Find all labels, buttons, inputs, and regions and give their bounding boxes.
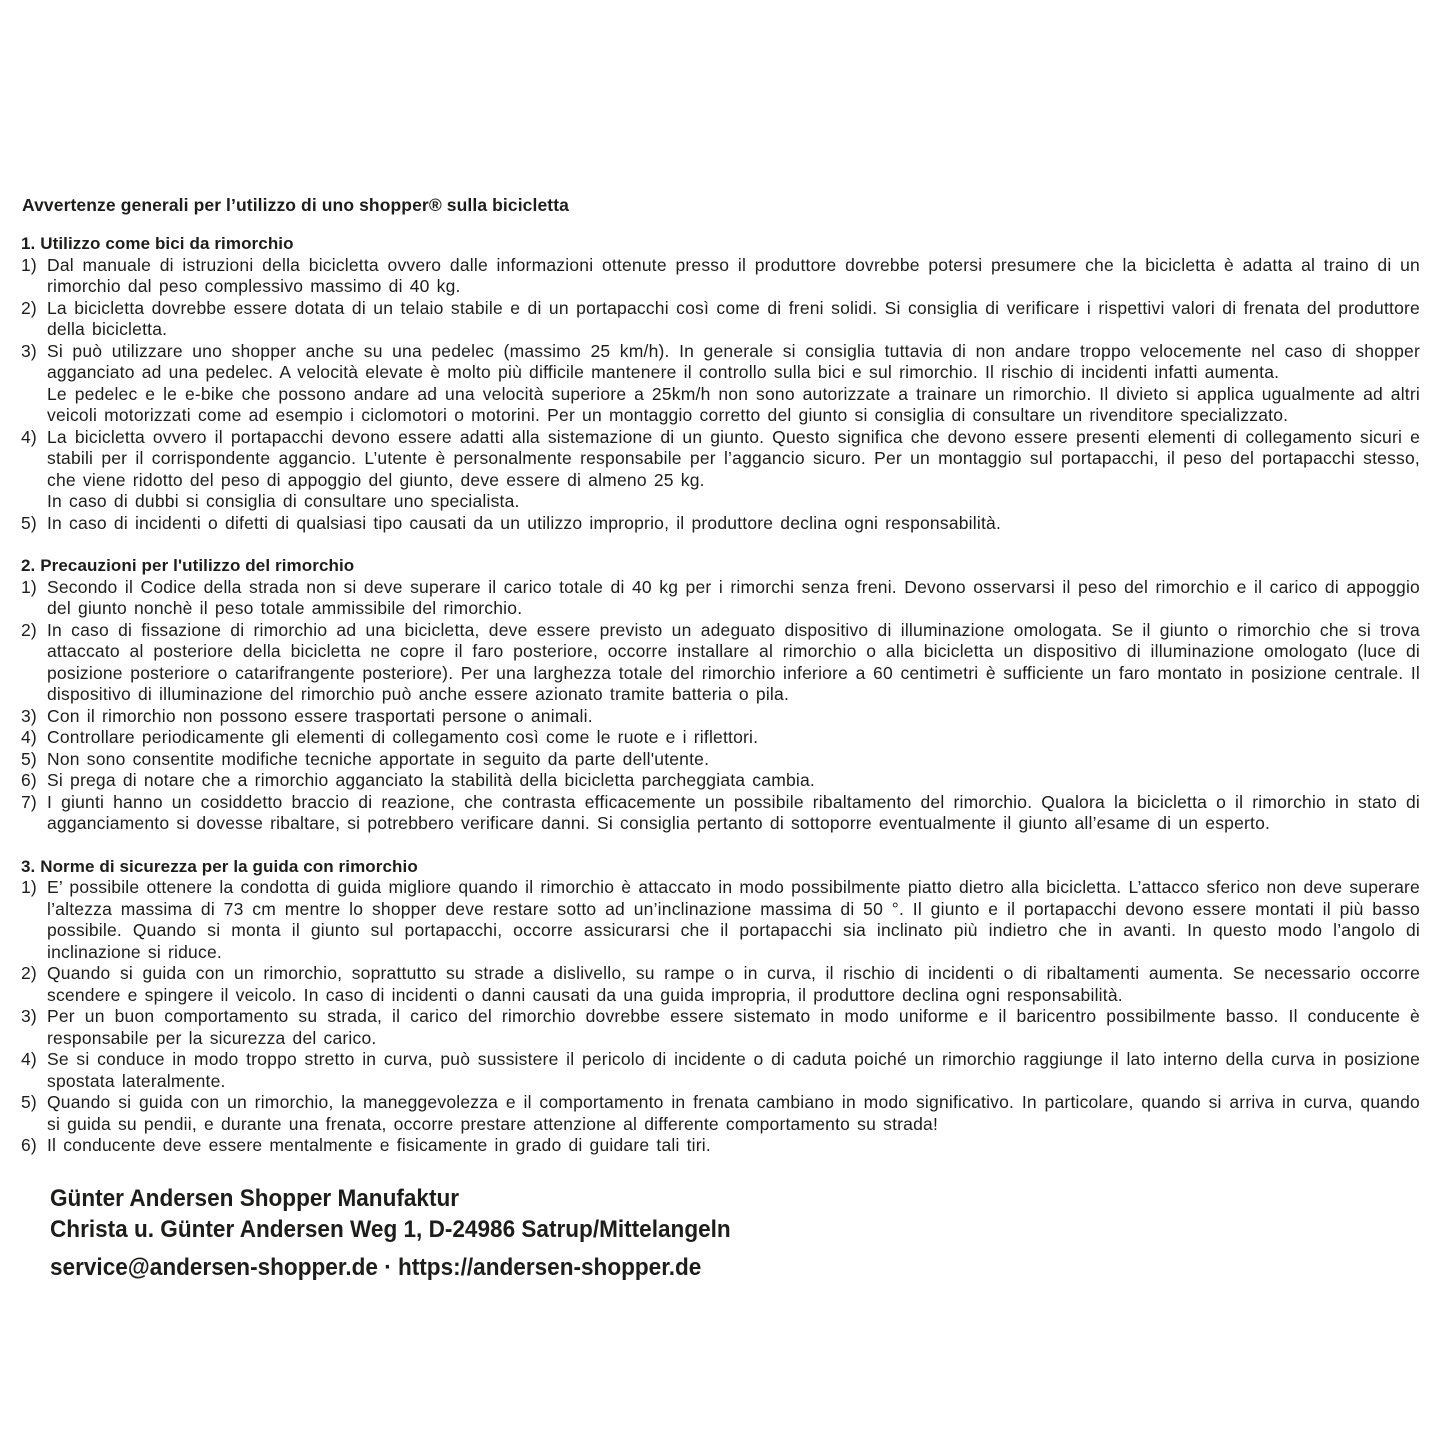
item-paragraph: I giunti hanno un cosiddetto braccio di reazione, che contrasta efficacemente un possibile ribaltamento del rimorchio. Qualora la bicicletta o il rimorchio in stato di agganciamento si dovesse ribaltare, si potrebbero verificare danni. Si consiglia pertanto di sottoporre eventualmente il giunto all’esame di un esperto. (47, 791, 1420, 833)
item-paragraph: In caso di dubbi si consiglia di consultare uno specialista. (47, 491, 520, 511)
footer-contact (50, 1252, 1420, 1283)
section-utilizzo (21, 233, 1420, 534)
list-item (21, 427, 1420, 513)
item-paragraph: Secondo il Codice della strada non si deve superare il carico totale di 40 kg per i rimorchi senza freni. Devono osservarsi il peso del rimorchio e il carico di appoggio del giunto nonchè il peso totale ammissibile del rimorchio. (47, 576, 1420, 618)
item-number: 6) (21, 1135, 37, 1155)
section-1-heading: 1. Utilizzo come bici da rimorchio (21, 234, 294, 253)
item-paragraph: Non sono consentite modifiche tecniche apportate in seguito da parte dell'utente. (47, 748, 710, 769)
item-number: 6) (21, 770, 37, 790)
item-paragraph: In caso di fissazione di rimorchio ad una bicicletta, deve essere previsto un adeguato dispositivo di illuminazione omologata. Se il giunto o rimorchio che si trova attaccato al posteriore della bicicletta ne copre il faro posteriore, occorre installare al rimorchio o alla bicicletta un dispositivo di illuminazione omologato (luce di posizione posteriore o catarifrangente posteriore). Per una larghezza totale del rimorchio inferiore a 60 centimetri è sufficiente un faro montato in posizione centrale. Il dispositivo di illuminazione del rimorchio può anche essere azionato tramite batteria o pila. (47, 619, 1420, 704)
item-paragraph: Dal manuale di istruzioni della bicicletta ovvero dalle informazioni ottenute presso il produttore dovrebbe potersi presumere che la bicicletta è adatta al traino di un rimorchio dal peso complessivo massimo di 40 kg. (47, 254, 1420, 296)
item-number: 2) (21, 963, 37, 983)
section-precauzioni (21, 555, 1420, 835)
item-paragraph: Per un buon comportamento su strada, il carico del rimorchio dovrebbe essere sistemato in modo uniforme e il baricentro possibilmente basso. Il conducente è responsabile per la sicurezza del carico. (47, 1006, 1420, 1048)
footer-address-text: Christa u. Günter Andersen Weg 1, D-24986 Satrup/Mittelangeln (50, 1215, 731, 1243)
item-paragraph: Con il rimorchio non possono essere trasportati persone o animali. (47, 705, 593, 726)
item-number: 3) (21, 705, 37, 726)
item-paragraph: Il conducente deve essere mentalmente e fisicamente in grado di guidare tali tiri. (47, 1135, 711, 1155)
item-number: 3) (21, 340, 37, 361)
item-paragraph: La bicicletta dovrebbe essere dotata di un telaio stabile e di un portapacchi così come di freni solidi. Si consiglia di verificare i rispettivi valori di frenata del produttore della bicicletta. (47, 297, 1420, 339)
list-item (21, 706, 1420, 728)
item-number: 4) (21, 426, 37, 447)
item-paragraph: La bicicletta ovvero il portapacchi devono essere adatti alla sistemazione di un giunto. Questo significa che devono essere presenti elementi di collegamento sicuri e stabili per il corrispondente aggancio. L’utente è personalmente responsabile per l’aggancio sicuro. Per un montaggio sul portapacchi, il peso del portapacchi stesso, che viene ridotto del peso di appoggio del giunto, deve essere di almeno 25 kg. (47, 426, 1420, 490)
item-number: 5) (21, 1092, 37, 1112)
item-paragraph: Se si conduce in modo troppo stretto in curva, può sussistere il pericolo di incidente o di caduta poiché un rimorchio raggiunge il lato interno della curva in posizione spostata lateralmente. (47, 1049, 1420, 1091)
item-number: 3) (21, 1006, 37, 1026)
section-norme-sicurezza (21, 856, 1420, 1157)
list-item (21, 877, 1420, 963)
item-number: 2) (21, 619, 37, 640)
item-paragraph: E’ possibile ottenere la condotta di guida migliore quando il rimorchio è attaccato in modo possibilmente piatto dietro alla bicicletta. L’attacco sferico non deve superare l’altezza massima di 73 cm mentre lo shopper deve restare sotto ad un’inclinazione massima di 50 °. Il giunto e il portapacchi devono essere montati il più basso possibile. Quando si monta il giunto sul portapacchi, occorre assicurarsi che il portapacchi sia inclinato più indietro che in avanti. In questo modo l’angolo di inclinazione si riduce. (47, 877, 1420, 962)
item-paragraph: In caso di incidenti o difetti di qualsiasi tipo causati da un utilizzo improprio, il produttore declina ogni responsabilità. (47, 512, 1002, 533)
list-item (21, 298, 1420, 341)
item-paragraph: Si prega di notare che a rimorchio agganciato la stabilità della bicicletta parcheggiata cambia. (47, 770, 815, 790)
list-item (21, 1006, 1420, 1049)
page-title: Avvertenze generali per l’utilizzo di uno shopper® sulla bicicletta (22, 195, 569, 215)
item-number: 4) (21, 1049, 37, 1069)
list-item (21, 577, 1420, 620)
section-2-heading: 2. Precauzioni per l'utilizzo del rimorchio (21, 556, 355, 575)
list-item (21, 770, 1420, 792)
item-number: 4) (21, 727, 37, 747)
list-item (21, 792, 1420, 835)
item-number: 1) (21, 576, 37, 597)
item-paragraph: Quando si guida con un rimorchio, la maneggevolezza e il comportamento in frenata cambiano in modo significativo. In particolare, quando si arriva in curva, quando si guida su pendii, e durante una frenata, occorre prestare attenzione al differente comportamento su strada! (47, 1092, 1420, 1134)
footer (21, 1183, 1420, 1283)
item-paragraph: Controllare periodicamente gli elementi di collegamento così come le ruote e i riflettori. (47, 727, 759, 747)
list-item (21, 749, 1420, 771)
list-item (21, 1092, 1420, 1135)
list-item (21, 341, 1420, 427)
footer-contact-text: service@andersen-shopper.de · https://andersen-shopper.de (50, 1253, 702, 1281)
section-3-heading: 3. Norme di sicurezza per la guida con rimorchio (21, 856, 418, 876)
item-number: 1) (21, 254, 37, 275)
item-number: 7) (21, 791, 37, 812)
list-item (21, 255, 1420, 298)
item-number: 5) (21, 748, 37, 769)
item-number: 5) (21, 512, 37, 533)
list-item (21, 1049, 1420, 1092)
list-item (21, 963, 1420, 1006)
list-item (21, 727, 1420, 749)
item-number: 1) (21, 877, 37, 897)
item-paragraph: Si può utilizzare uno shopper anche su una pedelec (massimo 25 km/h). In generale si consiglia tuttavia di non andare troppo velocemente nel caso di shopper agganciato ad una pedelec. A velocità elevate è molto più difficile mantenere il controllo sulla bici e sul rimorchio. Il rischio di incidenti infatti aumenta. (47, 340, 1420, 382)
item-number: 2) (21, 297, 37, 318)
list-item (21, 620, 1420, 706)
footer-company-text: Günter Andersen Shopper Manufaktur (50, 1184, 460, 1212)
list-item (21, 513, 1420, 535)
item-paragraph: Le pedelec e le e-bike che possono andare ad una velocità superiore a 25km/h non sono autorizzate a trainare un rimorchio. Il divieto si applica ugualmente ad altri veicoli motorizzati come ad esempio i ciclomotori o motorini. Per un montaggio corretto del giunto si consiglia di consultare un rivenditore specializzato. (47, 383, 1420, 425)
list-item (21, 1135, 1420, 1157)
item-paragraph: Quando si guida con un rimorchio, soprattutto su strade a dislivello, su rampe o in curva, il rischio di incidenti o di ribaltamenti aumenta. Se necessario occorre scendere e spingere il veicolo. In caso di incidenti o danni causati da una guida impropria, il produttore declina ogni responsabilità. (47, 963, 1420, 1005)
footer-address (50, 1214, 1420, 1245)
footer-company (50, 1183, 1420, 1214)
